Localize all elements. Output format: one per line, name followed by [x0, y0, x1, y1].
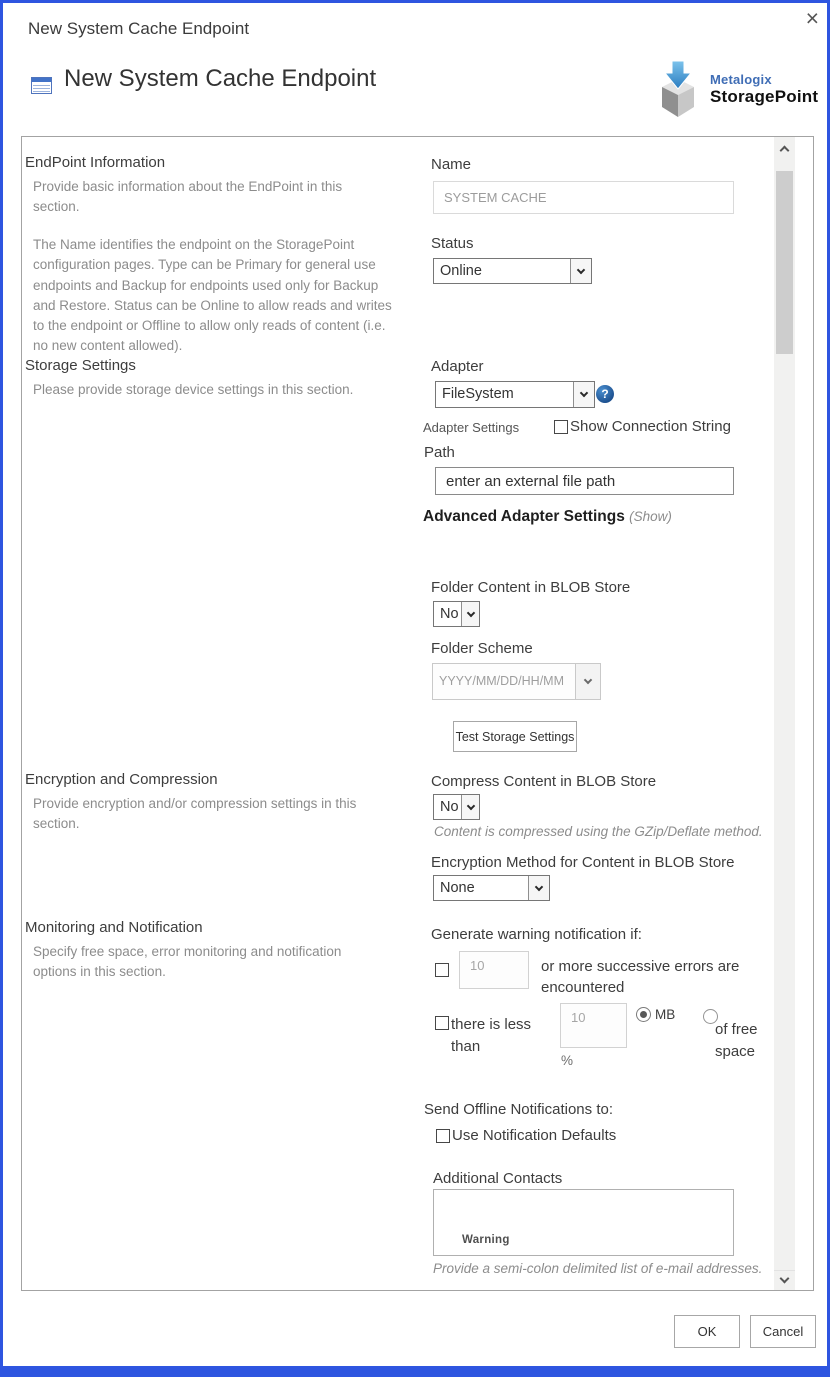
show-connection-string-label: Show Connection String [570, 418, 731, 435]
vertical-scrollbar[interactable] [774, 137, 795, 1290]
scroll-up-icon[interactable] [774, 139, 795, 157]
less-than-label: there is less than [451, 1016, 532, 1055]
page-title: New System Cache Endpoint [64, 65, 377, 92]
additional-contacts-label: Additional Contacts [433, 1170, 563, 1187]
section-desc-storage-settings: Please provide storage device settings in this section. [33, 382, 354, 397]
path-field[interactable] [435, 467, 734, 495]
section-heading-monitoring-notification: Monitoring and Notification [25, 919, 203, 936]
percent-label: % [561, 1053, 574, 1068]
folder-scheme-label: Folder Scheme [431, 640, 533, 657]
section-heading-encryption-compression: Encryption and Compression [25, 771, 218, 788]
generate-warning-label: Generate warning notification if: [431, 926, 642, 943]
advanced-adapter-settings-heading: Advanced Adapter Settings (Show) [423, 508, 672, 525]
window-title: New System Cache Endpoint [28, 19, 250, 38]
successive-errors-checkbox[interactable] [435, 963, 449, 977]
mb-radio[interactable] [636, 1007, 651, 1022]
folder-content-select[interactable]: No [433, 601, 480, 627]
adapter-settings-label: Adapter Settings [423, 420, 520, 435]
close-icon[interactable]: × [805, 5, 819, 31]
section-desc-endpoint-information: Provide basic information about the EndPoint in this section. [33, 179, 343, 215]
endpoint-table-icon [31, 77, 52, 94]
name-label: Name [431, 156, 472, 173]
use-notification-defaults-checkbox[interactable] [436, 1129, 450, 1143]
of-free-space-text: of free space [715, 1021, 758, 1060]
section-desc2-endpoint-information: The Name identifies the endpoint on the StoragePoint configuration pages. Type can be Primary for general use endpoints and Backup for endpoints used only for Backup and Restore. Status can be Online to allow reads and writes to the endpoint or Offline to allow only reads of content (i.e. no new content allowed). [33, 237, 392, 354]
chevron-down-icon [573, 382, 594, 407]
free-space-checkbox[interactable] [435, 1016, 449, 1030]
mb-radio-label: MB [655, 1007, 676, 1022]
cancel-button[interactable]: Cancel [750, 1315, 816, 1348]
status-select[interactable]: Online [433, 258, 592, 284]
logo-product-text: StoragePoint [710, 86, 819, 106]
ok-button[interactable]: OK [674, 1315, 740, 1348]
contacts-note: Provide a semi-colon delimited list of e-mail addresses. [433, 1261, 763, 1276]
compress-content-select[interactable]: No [433, 794, 480, 820]
successive-errors-text: or more successive errors are encountered [541, 958, 740, 996]
metalogix-storagepoint-logo [654, 60, 818, 118]
folder-scheme-select[interactable]: YYYY/MM/DD/HH/MM [432, 663, 601, 700]
encryption-method-label: Encryption Method for Content in BLOB Store [431, 854, 735, 871]
chevron-down-icon [575, 664, 600, 699]
help-icon[interactable]: ? [596, 385, 614, 403]
additional-contacts-textarea[interactable] [433, 1189, 734, 1256]
successive-errors-field[interactable]: 10 [459, 951, 529, 989]
compress-content-label: Compress Content in BLOB Store [431, 773, 657, 790]
scrollbar-thumb[interactable] [776, 171, 793, 354]
section-heading-endpoint-information: EndPoint Information [25, 154, 166, 171]
status-label: Status [431, 235, 474, 252]
free-space-field[interactable]: 10 [560, 1003, 627, 1048]
section-heading-storage-settings: Storage Settings [25, 357, 136, 374]
chevron-down-icon [570, 259, 591, 283]
show-connection-string-checkbox[interactable] [554, 420, 568, 434]
adapter-select[interactable]: FileSystem [435, 381, 595, 408]
chevron-down-icon [461, 602, 479, 626]
compress-note: Content is compressed using the GZip/Deflate method. [434, 824, 763, 839]
encryption-method-select[interactable]: None [433, 875, 550, 901]
path-label: Path [424, 444, 455, 461]
contacts-warning-text: Warning [462, 1234, 510, 1246]
adapter-label: Adapter [431, 358, 484, 375]
storagepoint-box-arrow-icon [654, 60, 702, 118]
section-desc-encryption-compression: Provide encryption and/or compression settings in this section. [33, 796, 357, 832]
advanced-show-toggle[interactable]: (Show) [629, 509, 672, 524]
chevron-down-icon [528, 876, 549, 900]
section-desc-monitoring-notification: Specify free space, error monitoring and notification options in this section. [33, 944, 342, 980]
bottom-accent-bar [3, 1366, 827, 1374]
test-storage-settings-button[interactable]: Test Storage Settings [453, 721, 577, 752]
logo-brand-text: Metalogix [710, 71, 772, 87]
chevron-down-icon [461, 795, 479, 819]
send-offline-notifications-label: Send Offline Notifications to: [424, 1101, 613, 1118]
name-field[interactable] [433, 181, 734, 214]
use-notification-defaults-label: Use Notification Defaults [452, 1127, 617, 1144]
folder-content-label: Folder Content in BLOB Store [431, 579, 631, 596]
